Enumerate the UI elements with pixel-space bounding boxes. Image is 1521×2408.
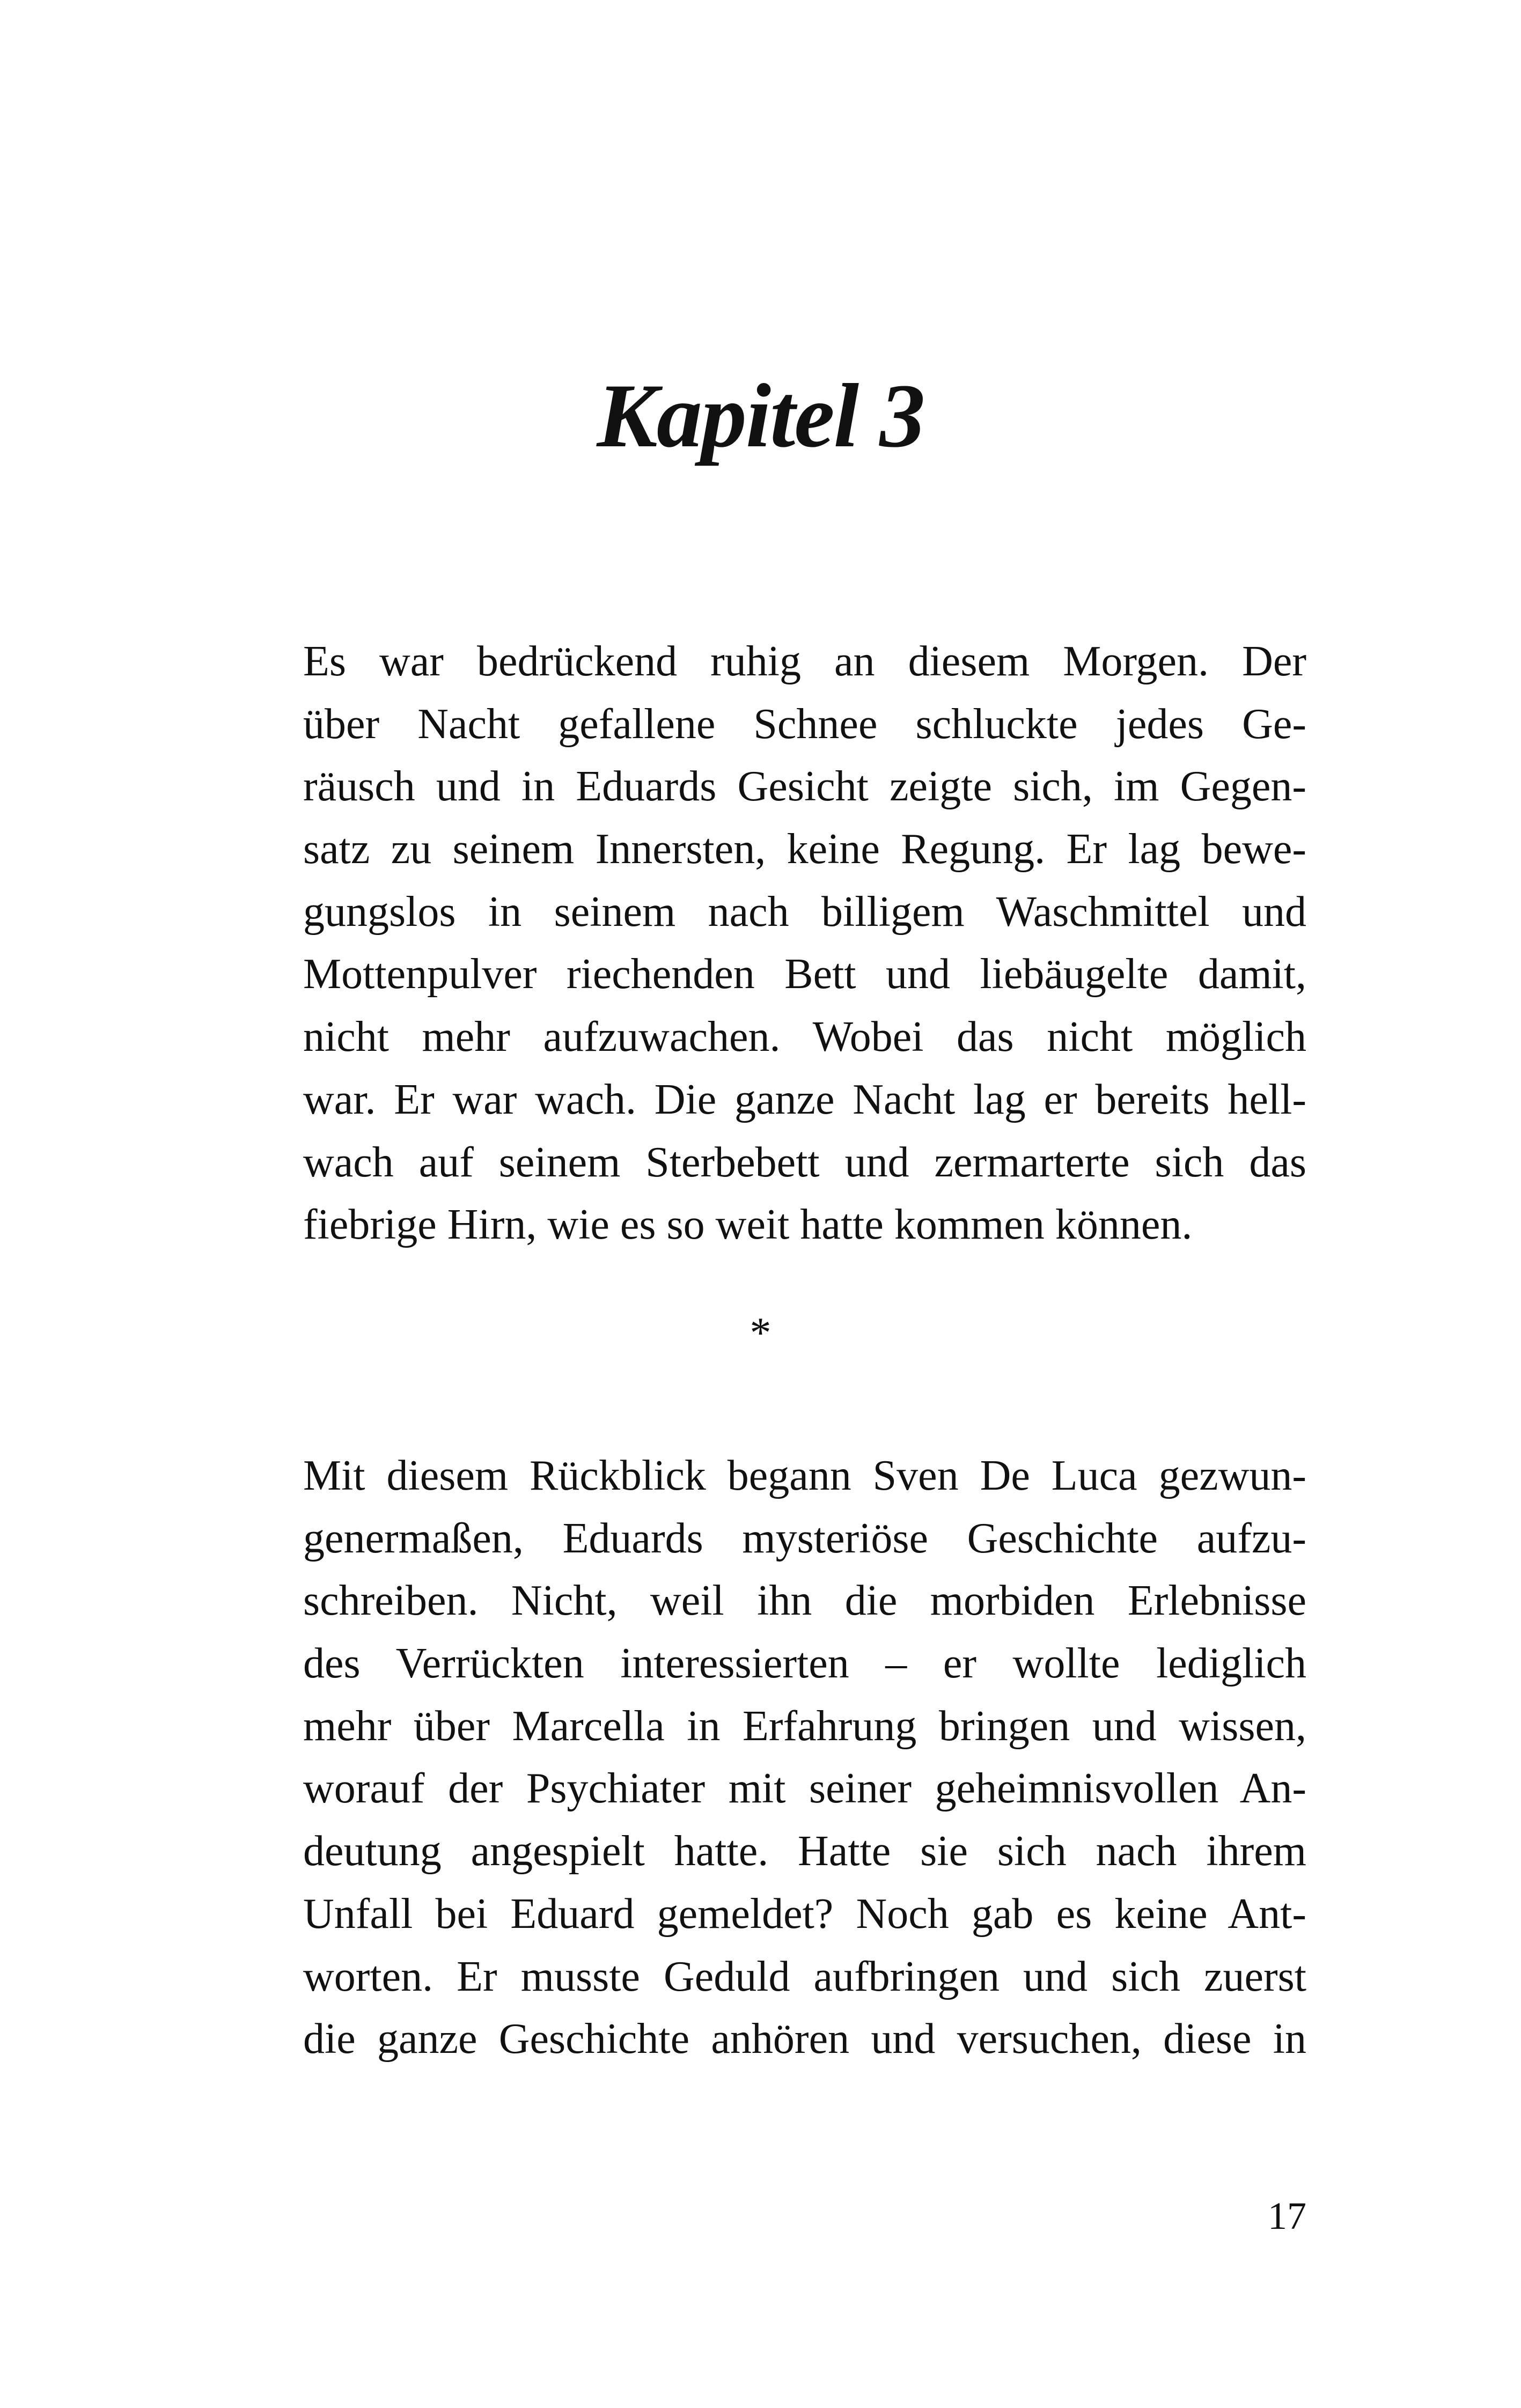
section-separator: * (750, 1309, 771, 1357)
text-line: satz zu seinem Innersten, keine Regung. Er lag bewe- (303, 826, 1306, 873)
text-line: Mit diesem Rückblick begann Sven De Luca gezwun- (303, 1452, 1306, 1499)
paragraph-1 (303, 630, 1306, 1256)
text-line: des Verrückten interessierten – er wollte lediglich (303, 1640, 1306, 1688)
text-line: schreiben. Nicht, weil ihn die morbiden Erlebnisse (303, 1577, 1306, 1625)
text-line: Mottenpulver riechenden Bett und liebäugelte damit, (303, 951, 1306, 998)
text-line: worauf der Psychiater mit seiner geheimnisvollen An- (303, 1765, 1306, 1813)
text-line: deutung angespielt hatte. Hatte sie sich nach ihrem (303, 1828, 1306, 1875)
text-line: fiebrige Hirn, wie es so weit hatte kommen können. (303, 1201, 1193, 1249)
text-line: gungslos in seinem nach billigem Waschmittel und (303, 888, 1306, 936)
text-line: Es war bedrückend ruhig an diesem Morgen. Der (303, 638, 1306, 685)
text-line: die ganze Geschichte anhören und versuchen, diese in (303, 2015, 1306, 2063)
text-line: Unfall bei Eduard gemeldet? Noch gab es keine Ant- (303, 1890, 1306, 1938)
text-line: wach auf seinem Sterbebett und zermarterte sich das (303, 1138, 1306, 1186)
text-line: nicht mehr aufzuwachen. Wobei das nicht möglich (303, 1013, 1306, 1061)
text-line: mehr über Marcella in Erfahrung bringen und wissen, (303, 1702, 1306, 1750)
text-line: räusch und in Eduards Gesicht zeigte sich, im Gegen- (303, 763, 1306, 811)
text-line: war. Er war wach. Die ganze Nacht lag er bereits hell- (303, 1076, 1306, 1123)
text-line: über Nacht gefallene Schnee schluckte jedes Ge- (303, 700, 1306, 748)
page-number: 17 (1268, 2195, 1306, 2237)
text-line: genermaßen, Eduards mysteriöse Geschichte aufzu- (303, 1514, 1306, 1562)
paragraph-2 (303, 1445, 1306, 2071)
chapter-title: Kapitel 3 (597, 365, 924, 466)
text-line: worten. Er musste Geduld aufbringen und sich zuerst (303, 1953, 1306, 2000)
